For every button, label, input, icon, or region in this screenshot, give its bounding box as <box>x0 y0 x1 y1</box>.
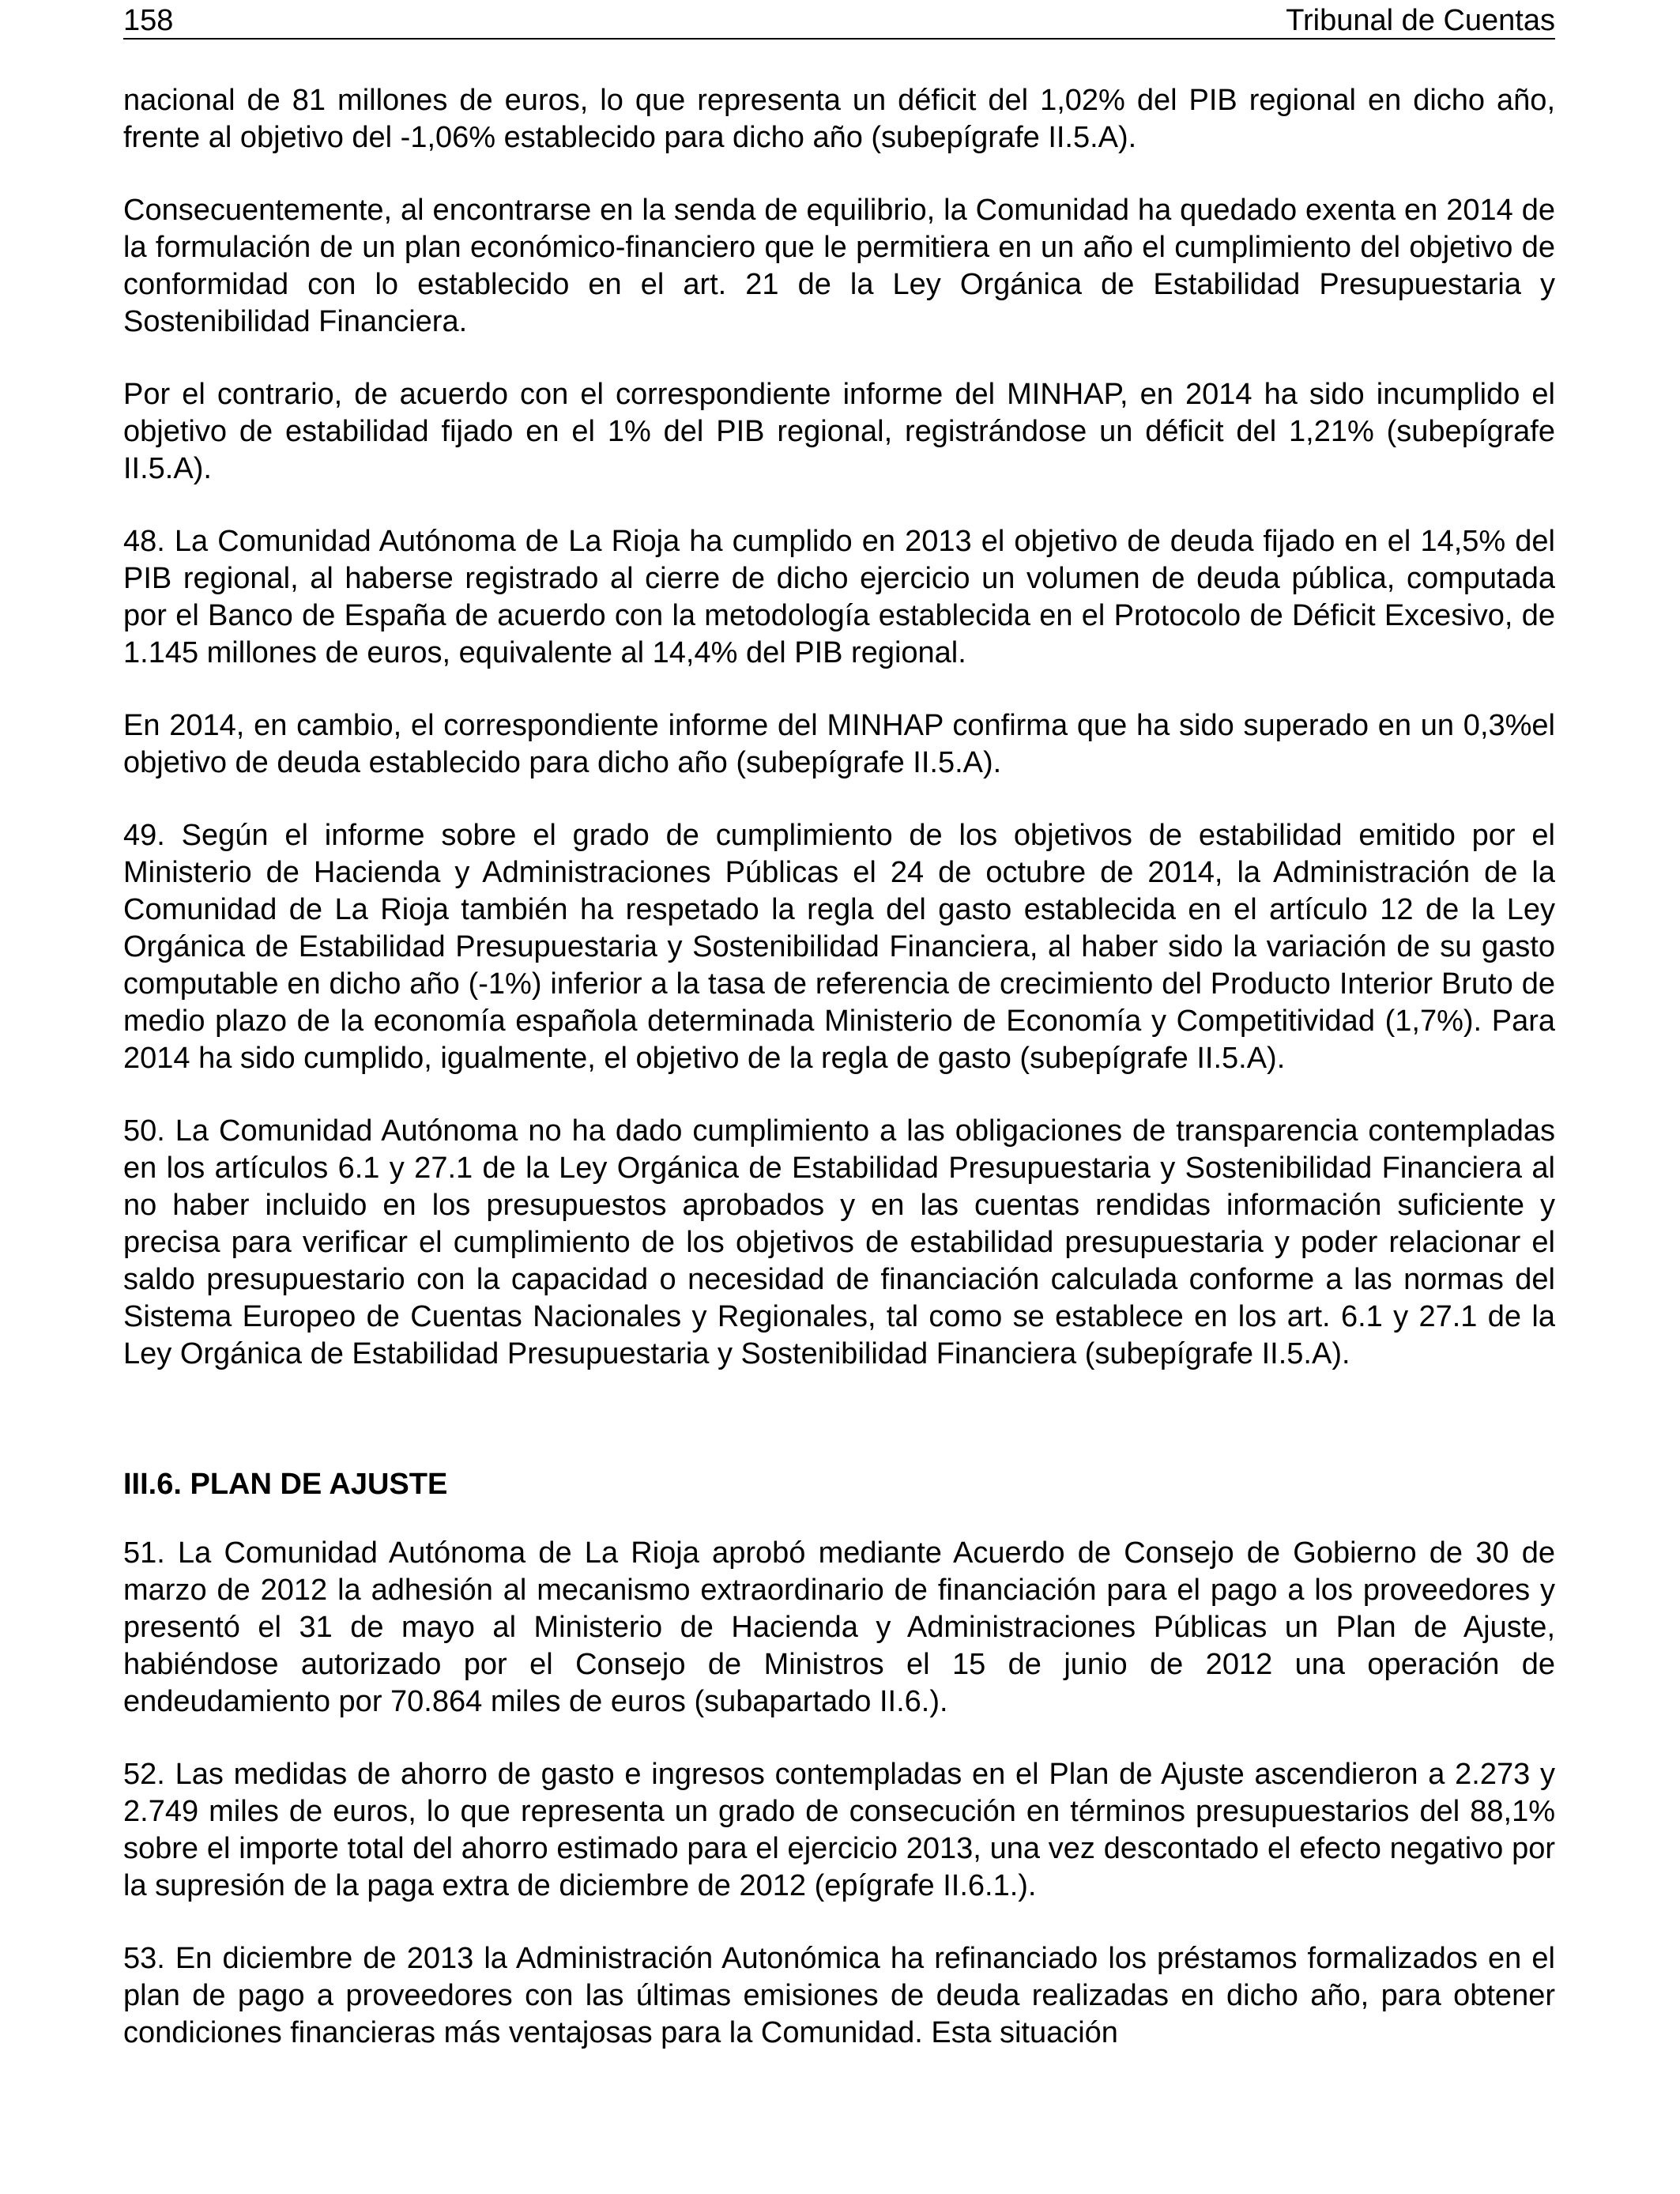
paragraph-52-savings-measures: 52. Las medidas de ahorro de gasto e ingresos contempladas en el Plan de Ajuste ascendieron a 2.273 y 2.749 miles de euros, lo que representa un grado de consecución en términos presupuestarios del 88,1% sobre el importe total del ahorro estimado para el ejercicio 2013, una vez descontado el efecto negativo por la supresión de la paga extra de diciembre de 2012 (epígrafe II.6.1.). <box>123 1758 1555 1902</box>
document-body <box>123 82 1555 2087</box>
paragraph-51-adjustment-plan: 51. La Comunidad Autónoma de La Rioja aprobó mediante Acuerdo de Consejo de Gobierno de 30 de marzo de 2012 la adhesión al mecanismo extraordinario de financiación para el pago a los proveedores y presentó el 31 de mayo al Ministerio de Hacienda y Administraciones Públicas un Plan de Ajuste, habiéndose autorizado por el Consejo de Ministros el 15 de junio de 2012 una operación de endeudamiento por 70.864 miles de euros (subapartado II.6.). <box>123 1536 1555 1718</box>
paragraph-deficit-2014: Por el contrario, de acuerdo con el correspondiente informe del MINHAP, en 2014 ha sido incumplido el objetivo de estabilidad fijado en el 1% del PIB regional, registrándose un déficit del 1,21% (subepígrafe II.5.A). <box>123 378 1555 485</box>
section-heading: III.6. PLAN DE AJUSTE <box>123 1468 448 1501</box>
paragraph-50-transparency: 50. La Comunidad Autónoma no ha dado cumplimiento a las obligaciones de transparencia contempladas en los artículos 6.1 y 27.1 de la Ley Orgánica de Estabilidad Presupuestaria y Sostenibilidad Financiera al no haber incluido en los presupuestos aprobados y en las cuentas rendidas información suficiente y precisa para verificar el cumplimiento de los objetivos de estabilidad presupuestaria y poder relacionar el saldo presupuestario con la capacidad o necesidad de financiación calculada conforme a las normas del Sistema Europeo de Cuentas Nacionales y Regionales, tal como se establece en los art. 6.1 y 27.1 de la Ley Orgánica de Estabilidad Presupuestaria y Sostenibilidad Financiera (subepígrafe II.5.A). <box>123 1114 1555 1370</box>
paragraph-exemption-plan: Consecuentemente, al encontrarse en la senda de equilibrio, la Comunidad ha quedado exenta en 2014 de la formulación de un plan económico-financiero que le permitiera en un año el cumplimiento del objetivo de conformidad con lo establecido en el art. 21 de la Ley Orgánica de Estabilidad Presupuestaria y Sostenibilidad Financiera. <box>123 194 1555 338</box>
paragraph-53-refinancing: 53. En diciembre de 2013 la Administración Autonómica ha refinanciado los préstamos formalizados en el plan de pago a proveedores con las últimas emisiones de deuda realizadas en dicho año, para obtener condiciones financieras más ventajosas para la Comunidad. Esta situación <box>123 1942 1555 2049</box>
paragraph-48-debt-objective: 48. La Comunidad Autónoma de La Rioja ha cumplido en 2013 el objetivo de deuda fijado en el 14,5% del PIB regional, al haberse registrado al cierre de dicho ejercicio un volumen de deuda pública, computada por el Banco de España de acuerdo con la metodología establecida en el Protocolo de Déficit Excesivo, de 1.145 millones de euros, equivalente al 14,4% del PIB regional. <box>123 525 1555 669</box>
document-page <box>123 0 1555 2194</box>
running-title: Tribunal de Cuentas <box>1286 4 1555 37</box>
paragraph-deficit-2013: nacional de 81 millones de euros, lo que representa un déficit del 1,02% del PIB regional en dicho año, frente al objetivo del -1,06% establecido para dicho año (subepígrafe II.5.A). <box>123 84 1555 154</box>
paragraph-49-spending-rule: 49. Según el informe sobre el grado de cumplimiento de los objetivos de estabilidad emitido por el Ministerio de Hacienda y Administraciones Públicas el 24 de octubre de 2014, la Administración de la Comunidad de La Rioja también ha respetado la regla del gasto establecida en el artículo 12 de la Ley Orgánica de Estabilidad Presupuestaria y Sostenibilidad Financiera, al haber sido la variación de su gasto computable en dicho año (-1%) inferior a la tasa de referencia de crecimiento del Producto Interior Bruto de medio plazo de la economía española determinada Ministerio de Economía y Competitividad (1,7%). Para 2014 ha sido cumplido, igualmente, el objetivo de la regla de gasto (subepígrafe II.5.A). <box>123 819 1555 1075</box>
page-number: 158 <box>123 4 174 37</box>
paragraph-debt-2014: En 2014, en cambio, el correspondiente informe del MINHAP confirma que ha sido superado en un 0,3%el objetivo de deuda establecido para dicho año (subepígrafe II.5.A). <box>123 709 1555 779</box>
page-header <box>123 3 1555 40</box>
